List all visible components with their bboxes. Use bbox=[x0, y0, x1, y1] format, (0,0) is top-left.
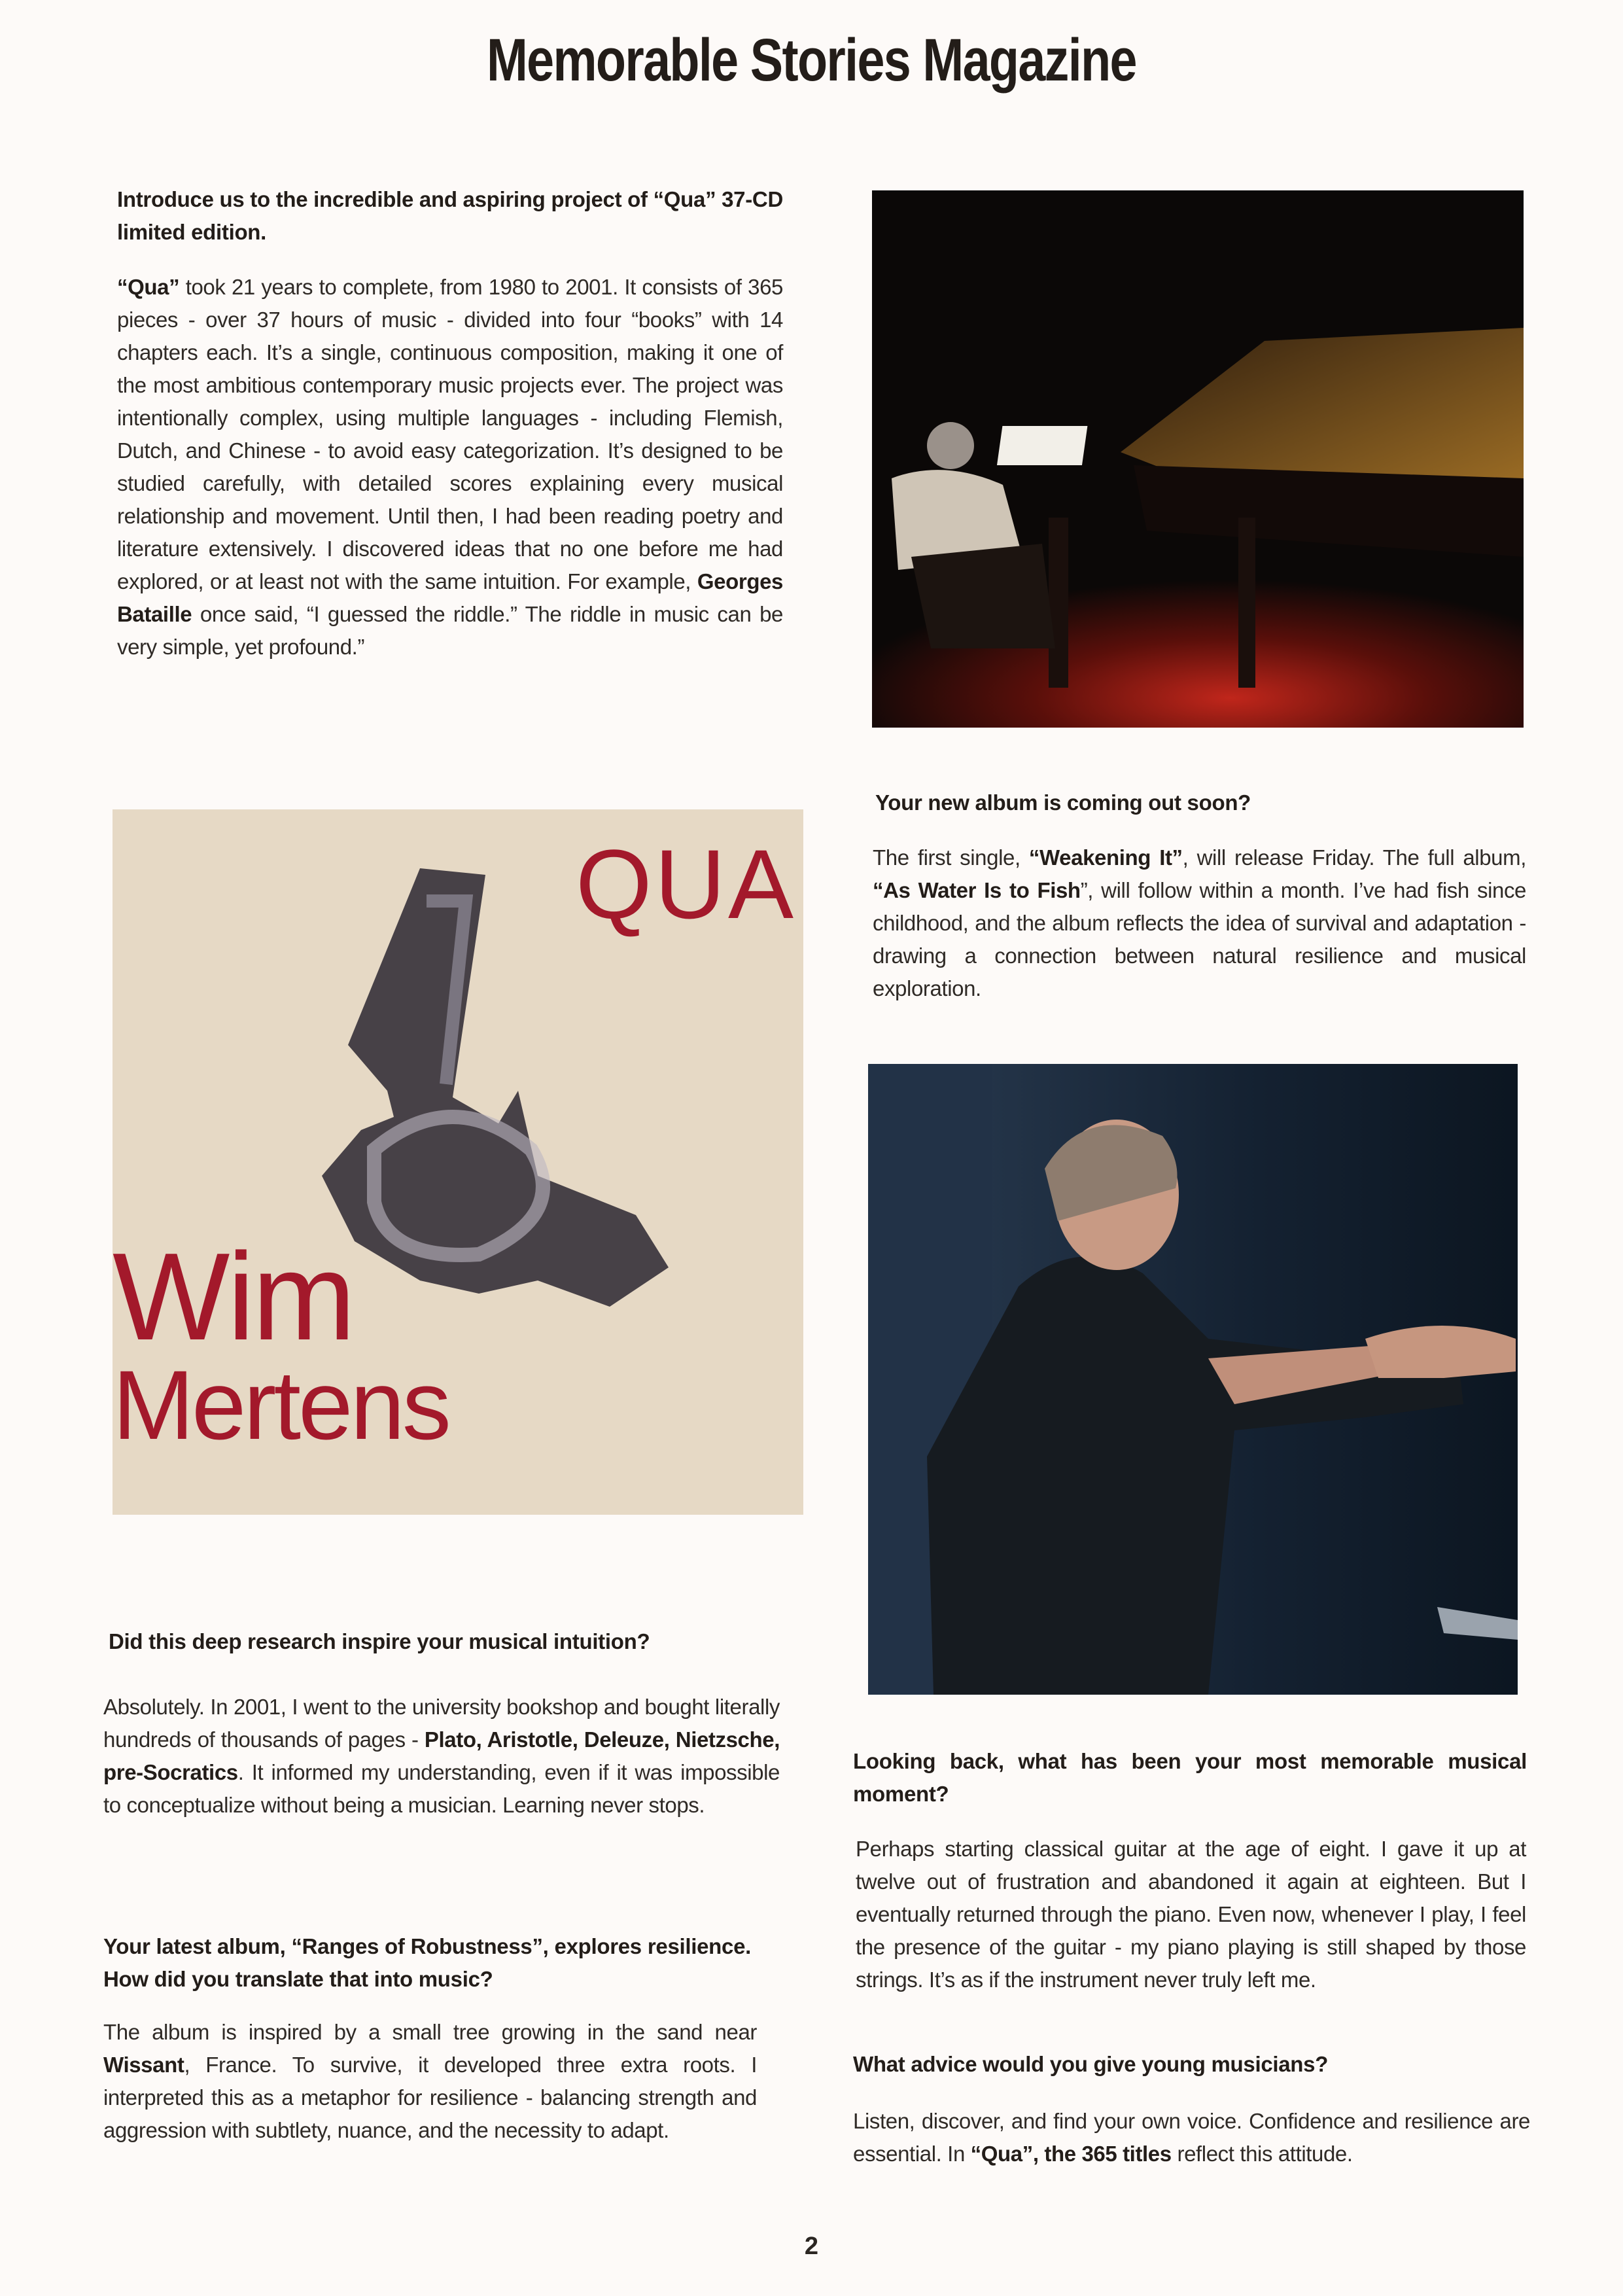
artist-first-name: Wim bbox=[113, 1227, 353, 1366]
question-research: Did this deep research inspire your musical intuition? bbox=[109, 1629, 650, 1653]
body-text: took 21 years to complete, from 1980 to 2001. It consists of 365 pieces - over 37 hours of music - divided into four “books” with 14 chapters each. It’s a single, continuous composition, making it one of the most ambitious contemporary music projects ever. The project was intentionally complex, using multiple languages - including Flemish, Dutch, and Chinese - to avoid easy categorization. It’s designed to be studied carefully, with detailed scores explaining every musical relationship and movement. Until then, I had been reading poetry and literature extensively. I discovered ideas that no one before me had explored, or at least not with the same intuition. For example, bbox=[117, 275, 783, 593]
answer-latest-album bbox=[103, 2016, 757, 2147]
body-text: The album is inspired by a small tree growing in the sand near bbox=[103, 2020, 757, 2044]
body-text: . It informed my understanding, even if it was impossible to conceptualize without being a musician. Learning never stops. bbox=[103, 1760, 780, 1817]
answer-memorable bbox=[856, 1833, 1526, 1996]
artist-last-name: Mertens bbox=[113, 1350, 449, 1460]
body-text: reflect this attitude. bbox=[1171, 2142, 1353, 2166]
answer-intro bbox=[117, 271, 783, 663]
body-text: Perhaps starting classical guitar at the age of eight. I gave it up at twelve out of frustration and abandoned it again at eighteen. But I eventually returned through the piano. Even now, whenever I play, I feel the presence of the guitar - my piano playing is still shaped by those strings. It’s as if the instrument never truly left me. bbox=[856, 1837, 1526, 1992]
page-number: 2 bbox=[804, 2233, 819, 2260]
question-advice: What advice would you give young musicians? bbox=[853, 2052, 1329, 2076]
conductor-photo bbox=[868, 1064, 1518, 1695]
artist-name-logo bbox=[113, 1227, 449, 1460]
question-latest-album: Your latest album, “Ranges of Robustness”, explores resilience. How did you translate that into music? bbox=[103, 1934, 751, 1991]
bold-text: Plato, Aristotle, Deleuze, Nietzsche, pre-Socratics bbox=[103, 1727, 780, 1784]
body-text: Absolutely. In 2001, I went to the university bookshop and bought literally hundreds of thousands of pages - bbox=[103, 1695, 780, 1752]
bold-text: “As Water Is to Fish bbox=[873, 878, 1081, 902]
body-text: The first single, bbox=[873, 845, 1029, 870]
page-title-text: Memorable Stories Magazine bbox=[487, 27, 1136, 94]
question-new-album: Your new album is coming out soon? bbox=[875, 790, 1251, 815]
answer-advice bbox=[853, 2105, 1530, 2170]
answer-research bbox=[103, 1691, 780, 1822]
bold-text: Georges Bataille bbox=[117, 569, 783, 626]
page-title bbox=[0, 26, 1623, 95]
bold-text: “Qua”, the 365 titles bbox=[970, 2142, 1172, 2166]
bold-text: “Qua” bbox=[117, 275, 180, 299]
question-memorable: Looking back, what has been your most memorable musical moment? bbox=[853, 1749, 1527, 1806]
body-text: ”, will follow within a month. I’ve had fish since childhood, and the album reflects the idea of survival and adaptation - drawing a connection between natural resilience and musical exploration. bbox=[873, 878, 1527, 1000]
bold-text: Wissant bbox=[103, 2053, 184, 2077]
body-text: once said, “I guessed the riddle.” The riddle in music can be very simple, yet profound.” bbox=[117, 602, 783, 659]
answer-new-album bbox=[873, 841, 1526, 1005]
body-text: , will release Friday. The full album, bbox=[1182, 845, 1526, 870]
qua-album-cover bbox=[113, 809, 803, 1515]
piano-performance-photo bbox=[872, 190, 1524, 728]
body-text: Listen, discover, and find your own voice. Confidence and resilience are essential. In bbox=[853, 2109, 1530, 2166]
album-title-logo: QUA bbox=[576, 829, 797, 939]
body-text: , France. To survive, it developed three extra roots. I interpreted this as a metaphor for resilience - balancing strength and aggression with subtlety, nuance, and the necessity to adapt. bbox=[103, 2053, 757, 2142]
bold-text: “Weakening It” bbox=[1028, 845, 1183, 870]
question-intro: Introduce us to the incredible and aspiring project of “Qua” 37-CD limited edition. bbox=[117, 187, 783, 244]
